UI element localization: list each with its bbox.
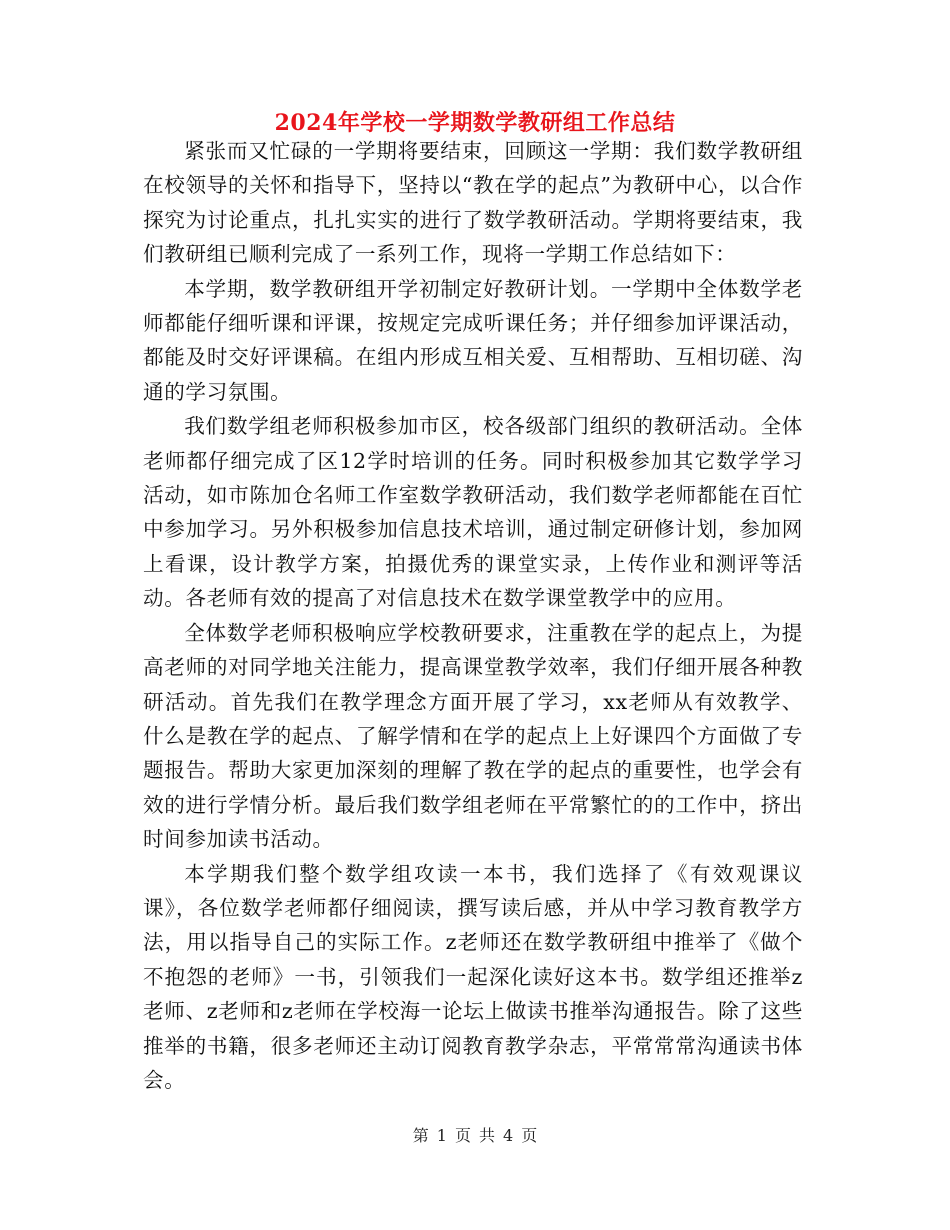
footer-total-unit: 页	[521, 1126, 538, 1145]
document-body	[143, 134, 803, 1097]
paragraph-research: 全体数学老师积极响应学校教研要求，注重教在学的起点上，为提高老师的对同学地关注能力，提高课堂教学效率，我们仔细开展各种教研活动。首先我们在教学理念方面开展了学习，xx老师从有效教学、什么是教在学的起点、了解学情和在学的起点上上好课四个方面做了专题报告。帮助大家更加深刻的理解了教在学的起点的重要性，也学会有效的进行学情分析。最后我们数学组老师在平常繁忙的的工作中，挤出时间参加读书活动。	[143, 620, 803, 852]
page-footer	[0, 1125, 950, 1147]
footer-total-prefix: 共	[479, 1126, 496, 1145]
footer-prefix: 第	[412, 1126, 429, 1145]
paragraph-plan: 本学期，数学教研组开学初制定好教研计划。一学期中全体数学老师都能仔细听课和评课，按规定完成听课任务；并仔细参加评课活动，都能及时交好评课稿。在组内形成互相关爱、互相帮助、互相切磋、沟通的学习氛围。	[143, 276, 803, 404]
footer-page-unit: 页	[454, 1126, 471, 1145]
paragraph-intro: 紧张而又忙碌的一学期将要结束，回顾这一学期：我们数学教研组在校领导的关怀和指导下，坚持以“教在学的起点”为教研中心，以合作探究为讨论重点，扎扎实实的进行了数学教研活动。学期将要结束，我们教研组已顺利完成了一系列工作，现将一学期工作总结如下：	[143, 139, 803, 267]
document-title: 2024年学校一学期数学教研组工作总结	[274, 110, 676, 136]
footer-page-number: 1	[436, 1126, 447, 1145]
footer-total-pages: 4	[503, 1126, 514, 1145]
paragraph-reading: 本学期我们整个数学组攻读一本书，我们选择了《有效观课议课》，各位数学老师都仔细阅读，撰写读后感，并从中学习教育教学方法，用以指导自己的实际工作。z老师还在数学教研组中推举了《做个不抱怨的老师》一书，引领我们一起深化读好这本书。数学组还推举z老师、z老师和z老师在学校海一论坛上做读书推举沟通报告。除了这些推举的书籍，很多老师还主动订阅教育教学杂志，平常常常沟通读书体会。	[143, 861, 803, 1092]
paragraph-activities: 我们数学组老师积极参加市区，校各级部门组织的教研活动。全体老师都仔细完成了区12学时培训的任务。同时积极参加其它数学学习活动，如市陈加仓名师工作室数学教研活动，我们数学老师都能在百忙中参加学习。另外积极参加信息技术培训，通过制定研修计划，参加网上看课，设计教学方案，拍摄优秀的课堂实录，上传作业和测评等活动。各老师有效的提高了对信息技术在数学课堂教学中的应用。	[143, 414, 803, 611]
